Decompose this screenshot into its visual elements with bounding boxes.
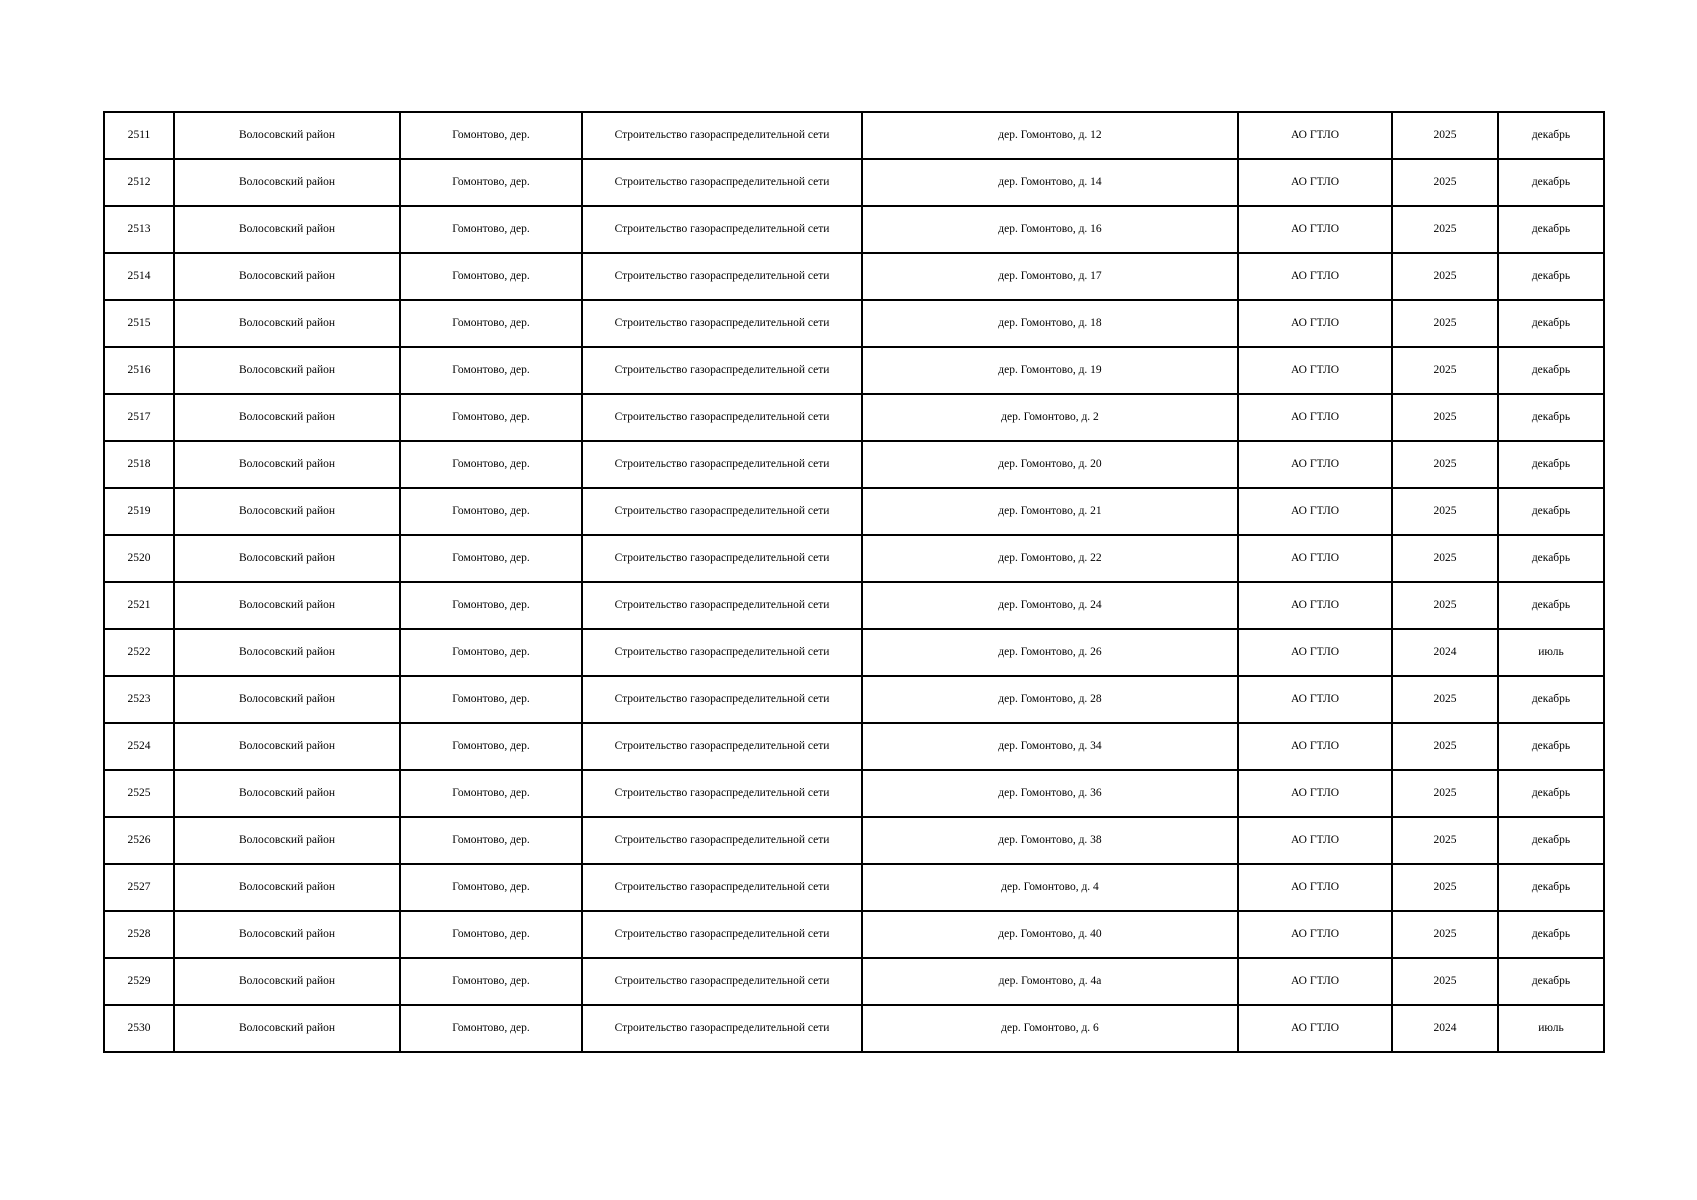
locality-cell: Гомонтово, дер.: [400, 206, 582, 253]
district-cell: Волосовский район: [174, 582, 400, 629]
address-cell: дер. Гомонтово, д. 6: [862, 1005, 1238, 1052]
locality-cell: Гомонтово, дер.: [400, 911, 582, 958]
address-cell: дер. Гомонтово, д. 21: [862, 488, 1238, 535]
organization-cell: АО ГТЛО: [1238, 159, 1392, 206]
organization-cell: АО ГТЛО: [1238, 300, 1392, 347]
work-type-cell: Строительство газораспределительной сети: [582, 1005, 862, 1052]
work-type-cell: Строительство газораспределительной сети: [582, 958, 862, 1005]
organization-cell: АО ГТЛО: [1238, 347, 1392, 394]
district-cell: Волосовский район: [174, 676, 400, 723]
district-cell: Волосовский район: [174, 1005, 400, 1052]
table-row: [104, 253, 1604, 300]
year-cell: 2025: [1392, 159, 1498, 206]
address-cell: дер. Гомонтово, д. 16: [862, 206, 1238, 253]
address-cell: дер. Гомонтово, д. 26: [862, 629, 1238, 676]
work-type-cell: Строительство газораспределительной сети: [582, 582, 862, 629]
row-number-cell: 2526: [104, 817, 174, 864]
district-cell: Волосовский район: [174, 864, 400, 911]
table-row: [104, 300, 1604, 347]
month-cell: декабрь: [1498, 723, 1604, 770]
address-cell: дер. Гомонтово, д. 18: [862, 300, 1238, 347]
address-cell: дер. Гомонтово, д. 19: [862, 347, 1238, 394]
table-row: [104, 770, 1604, 817]
table-row: [104, 394, 1604, 441]
district-cell: Волосовский район: [174, 206, 400, 253]
locality-cell: Гомонтово, дер.: [400, 159, 582, 206]
work-type-cell: Строительство газораспределительной сети: [582, 300, 862, 347]
table-body: [104, 112, 1604, 1052]
row-number-cell: 2529: [104, 958, 174, 1005]
year-cell: 2025: [1392, 770, 1498, 817]
organization-cell: АО ГТЛО: [1238, 441, 1392, 488]
row-number-cell: 2525: [104, 770, 174, 817]
row-number-cell: 2524: [104, 723, 174, 770]
district-cell: Волосовский район: [174, 911, 400, 958]
month-cell: декабрь: [1498, 911, 1604, 958]
month-cell: декабрь: [1498, 206, 1604, 253]
organization-cell: АО ГТЛО: [1238, 394, 1392, 441]
organization-cell: АО ГТЛО: [1238, 676, 1392, 723]
organization-cell: АО ГТЛО: [1238, 1005, 1392, 1052]
month-cell: декабрь: [1498, 535, 1604, 582]
organization-cell: АО ГТЛО: [1238, 629, 1392, 676]
year-cell: 2025: [1392, 864, 1498, 911]
month-cell: декабрь: [1498, 347, 1604, 394]
work-type-cell: Строительство газораспределительной сети: [582, 864, 862, 911]
table-row: [104, 817, 1604, 864]
address-cell: дер. Гомонтово, д. 20: [862, 441, 1238, 488]
year-cell: 2025: [1392, 441, 1498, 488]
locality-cell: Гомонтово, дер.: [400, 300, 582, 347]
table-row: [104, 864, 1604, 911]
year-cell: 2025: [1392, 488, 1498, 535]
address-cell: дер. Гомонтово, д. 14: [862, 159, 1238, 206]
work-type-cell: Строительство газораспределительной сети: [582, 629, 862, 676]
address-cell: дер. Гомонтово, д. 40: [862, 911, 1238, 958]
organization-cell: АО ГТЛО: [1238, 112, 1392, 159]
address-cell: дер. Гомонтово, д. 24: [862, 582, 1238, 629]
table-row: [104, 629, 1604, 676]
locality-cell: Гомонтово, дер.: [400, 676, 582, 723]
address-cell: дер. Гомонтово, д. 34: [862, 723, 1238, 770]
locality-cell: Гомонтово, дер.: [400, 723, 582, 770]
gas-network-schedule-table: [103, 111, 1605, 1053]
year-cell: 2025: [1392, 817, 1498, 864]
year-cell: 2025: [1392, 582, 1498, 629]
year-cell: 2025: [1392, 723, 1498, 770]
month-cell: декабрь: [1498, 394, 1604, 441]
organization-cell: АО ГТЛО: [1238, 911, 1392, 958]
address-cell: дер. Гомонтово, д. 38: [862, 817, 1238, 864]
locality-cell: Гомонтово, дер.: [400, 770, 582, 817]
district-cell: Волосовский район: [174, 629, 400, 676]
month-cell: декабрь: [1498, 770, 1604, 817]
month-cell: декабрь: [1498, 300, 1604, 347]
month-cell: декабрь: [1498, 582, 1604, 629]
year-cell: 2024: [1392, 1005, 1498, 1052]
year-cell: 2025: [1392, 206, 1498, 253]
organization-cell: АО ГТЛО: [1238, 770, 1392, 817]
address-cell: дер. Гомонтово, д. 12: [862, 112, 1238, 159]
district-cell: Волосовский район: [174, 394, 400, 441]
table-row: [104, 347, 1604, 394]
month-cell: декабрь: [1498, 112, 1604, 159]
district-cell: Волосовский район: [174, 817, 400, 864]
address-cell: дер. Гомонтово, д. 17: [862, 253, 1238, 300]
month-cell: декабрь: [1498, 864, 1604, 911]
work-type-cell: Строительство газораспределительной сети: [582, 488, 862, 535]
district-cell: Волосовский район: [174, 300, 400, 347]
address-cell: дер. Гомонтово, д. 2: [862, 394, 1238, 441]
work-type-cell: Строительство газораспределительной сети: [582, 770, 862, 817]
organization-cell: АО ГТЛО: [1238, 958, 1392, 1005]
district-cell: Волосовский район: [174, 347, 400, 394]
row-number-cell: 2517: [104, 394, 174, 441]
district-cell: Волосовский район: [174, 770, 400, 817]
row-number-cell: 2521: [104, 582, 174, 629]
year-cell: 2025: [1392, 958, 1498, 1005]
work-type-cell: Строительство газораспределительной сети: [582, 394, 862, 441]
locality-cell: Гомонтово, дер.: [400, 112, 582, 159]
table-row: [104, 723, 1604, 770]
row-number-cell: 2522: [104, 629, 174, 676]
organization-cell: АО ГТЛО: [1238, 723, 1392, 770]
locality-cell: Гомонтово, дер.: [400, 441, 582, 488]
address-cell: дер. Гомонтово, д. 22: [862, 535, 1238, 582]
work-type-cell: Строительство газораспределительной сети: [582, 206, 862, 253]
table-row: [104, 159, 1604, 206]
year-cell: 2025: [1392, 347, 1498, 394]
month-cell: декабрь: [1498, 958, 1604, 1005]
district-cell: Волосовский район: [174, 159, 400, 206]
table-row: [104, 958, 1604, 1005]
year-cell: 2025: [1392, 300, 1498, 347]
row-number-cell: 2514: [104, 253, 174, 300]
organization-cell: АО ГТЛО: [1238, 488, 1392, 535]
locality-cell: Гомонтово, дер.: [400, 582, 582, 629]
row-number-cell: 2511: [104, 112, 174, 159]
work-type-cell: Строительство газораспределительной сети: [582, 911, 862, 958]
table-row: [104, 112, 1604, 159]
work-type-cell: Строительство газораспределительной сети: [582, 723, 862, 770]
row-number-cell: 2518: [104, 441, 174, 488]
locality-cell: Гомонтово, дер.: [400, 1005, 582, 1052]
table-row: [104, 582, 1604, 629]
month-cell: декабрь: [1498, 817, 1604, 864]
month-cell: декабрь: [1498, 676, 1604, 723]
locality-cell: Гомонтово, дер.: [400, 253, 582, 300]
work-type-cell: Строительство газораспределительной сети: [582, 817, 862, 864]
organization-cell: АО ГТЛО: [1238, 864, 1392, 911]
work-type-cell: Строительство газораспределительной сети: [582, 676, 862, 723]
organization-cell: АО ГТЛО: [1238, 817, 1392, 864]
row-number-cell: 2528: [104, 911, 174, 958]
row-number-cell: 2523: [104, 676, 174, 723]
work-type-cell: Строительство газораспределительной сети: [582, 112, 862, 159]
locality-cell: Гомонтово, дер.: [400, 629, 582, 676]
organization-cell: АО ГТЛО: [1238, 206, 1392, 253]
row-number-cell: 2512: [104, 159, 174, 206]
district-cell: Волосовский район: [174, 723, 400, 770]
locality-cell: Гомонтово, дер.: [400, 394, 582, 441]
district-cell: Волосовский район: [174, 112, 400, 159]
table-row: [104, 535, 1604, 582]
organization-cell: АО ГТЛО: [1238, 253, 1392, 300]
year-cell: 2025: [1392, 112, 1498, 159]
table-row: [104, 676, 1604, 723]
year-cell: 2025: [1392, 253, 1498, 300]
month-cell: июль: [1498, 1005, 1604, 1052]
month-cell: декабрь: [1498, 253, 1604, 300]
organization-cell: АО ГТЛО: [1238, 535, 1392, 582]
locality-cell: Гомонтово, дер.: [400, 817, 582, 864]
locality-cell: Гомонтово, дер.: [400, 535, 582, 582]
month-cell: декабрь: [1498, 488, 1604, 535]
table-row: [104, 441, 1604, 488]
row-number-cell: 2515: [104, 300, 174, 347]
work-type-cell: Строительство газораспределительной сети: [582, 347, 862, 394]
table-row: [104, 488, 1604, 535]
locality-cell: Гомонтово, дер.: [400, 347, 582, 394]
address-cell: дер. Гомонтово, д. 36: [862, 770, 1238, 817]
month-cell: июль: [1498, 629, 1604, 676]
locality-cell: Гомонтово, дер.: [400, 488, 582, 535]
district-cell: Волосовский район: [174, 441, 400, 488]
row-number-cell: 2513: [104, 206, 174, 253]
locality-cell: Гомонтово, дер.: [400, 958, 582, 1005]
organization-cell: АО ГТЛО: [1238, 582, 1392, 629]
table-row: [104, 206, 1604, 253]
row-number-cell: 2516: [104, 347, 174, 394]
address-cell: дер. Гомонтово, д. 28: [862, 676, 1238, 723]
year-cell: 2025: [1392, 535, 1498, 582]
year-cell: 2025: [1392, 394, 1498, 441]
address-cell: дер. Гомонтово, д. 4а: [862, 958, 1238, 1005]
row-number-cell: 2519: [104, 488, 174, 535]
year-cell: 2024: [1392, 629, 1498, 676]
work-type-cell: Строительство газораспределительной сети: [582, 159, 862, 206]
month-cell: декабрь: [1498, 441, 1604, 488]
row-number-cell: 2530: [104, 1005, 174, 1052]
month-cell: декабрь: [1498, 159, 1604, 206]
district-cell: Волосовский район: [174, 535, 400, 582]
district-cell: Волосовский район: [174, 958, 400, 1005]
work-type-cell: Строительство газораспределительной сети: [582, 253, 862, 300]
locality-cell: Гомонтово, дер.: [400, 864, 582, 911]
district-cell: Волосовский район: [174, 488, 400, 535]
district-cell: Волосовский район: [174, 253, 400, 300]
row-number-cell: 2527: [104, 864, 174, 911]
table-row: [104, 911, 1604, 958]
work-type-cell: Строительство газораспределительной сети: [582, 441, 862, 488]
table-row: [104, 1005, 1604, 1052]
row-number-cell: 2520: [104, 535, 174, 582]
year-cell: 2025: [1392, 676, 1498, 723]
year-cell: 2025: [1392, 911, 1498, 958]
address-cell: дер. Гомонтово, д. 4: [862, 864, 1238, 911]
work-type-cell: Строительство газораспределительной сети: [582, 535, 862, 582]
